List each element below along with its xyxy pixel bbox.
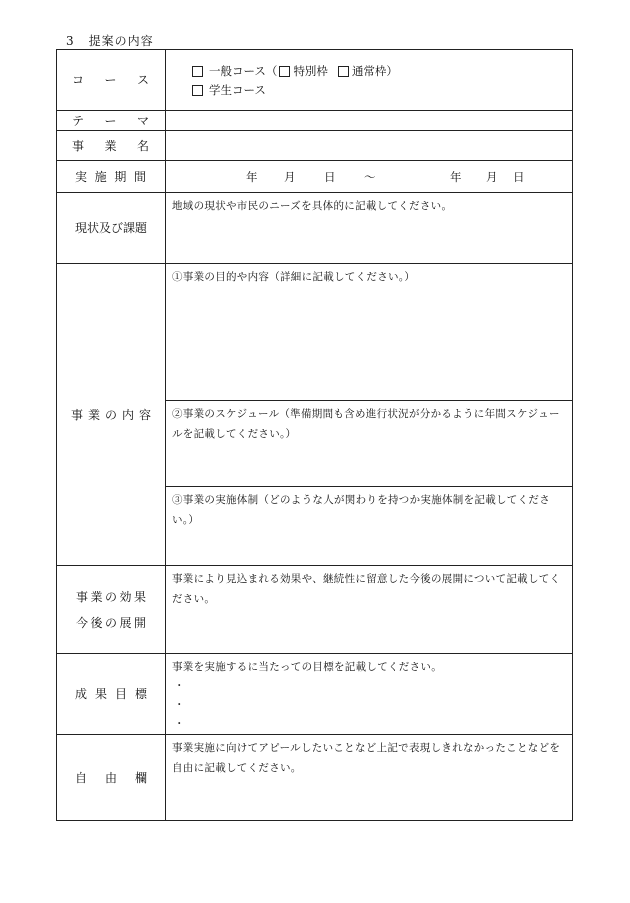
project-name-label-cell [57, 131, 166, 161]
project-name-label: 事 業 名 [72, 138, 149, 153]
effect-label-line2: 今 後 の 展 開 [76, 615, 146, 630]
goals-bullet-list [172, 677, 566, 734]
content-structure-hint: ③事業の実施体制（どのような人が関わりを持つか実施体制を記載してください。） [172, 494, 550, 526]
current-status-input-cell[interactable] [166, 193, 573, 264]
section-number: 3 [66, 34, 75, 48]
free-label-cell [57, 735, 166, 821]
content-purpose-row [57, 264, 573, 401]
section-title: 提案の内容 [88, 34, 154, 48]
goals-hint: 事業を実施するに当たっての目標を記載してください。 [172, 661, 442, 673]
theme-row [57, 111, 573, 131]
period-input-cell[interactable] [166, 161, 573, 193]
period-row [57, 161, 573, 193]
effect-label-line1: 事 業 の 効 果 [76, 589, 146, 604]
project-name-input-cell[interactable] [166, 131, 573, 161]
current-status-label: 現状及び課題 [74, 221, 147, 235]
general-course-option[interactable] [192, 62, 572, 81]
effect-hint: 事業により見込まれる効果や、継続性に留意した今後の展開について記載してください。 [172, 573, 561, 605]
current-status-label-cell [57, 193, 166, 264]
goals-input-cell[interactable] [166, 654, 573, 735]
period-label: 実 施 期 間 [75, 169, 146, 184]
period-label-cell [57, 161, 166, 193]
free-label: 自 由 欄 [75, 770, 147, 785]
content-label: 事 業 の 内 容 [71, 407, 151, 422]
effect-row [57, 566, 573, 654]
course-label-cell [57, 50, 166, 111]
effect-label-cell [57, 566, 166, 654]
start-year-unit: 年 [246, 169, 258, 184]
normal-frame-label: 通常枠） [351, 64, 398, 78]
course-options-cell [166, 50, 573, 111]
content-label-cell [57, 264, 166, 566]
goals-row [57, 654, 573, 735]
student-course-checkbox[interactable] [192, 85, 203, 96]
end-month-unit: 月 [486, 169, 498, 184]
student-course-option[interactable] [192, 81, 572, 100]
free-input-cell[interactable] [166, 735, 573, 821]
course-label: コ ー ス [72, 73, 149, 87]
theme-label-cell [57, 111, 166, 131]
end-day-unit: 日 [513, 169, 525, 184]
goal-bullet-3: ・ [174, 718, 185, 730]
goal-bullet-1: ・ [174, 680, 185, 692]
current-status-row [57, 193, 573, 264]
goals-label: 成 果 目 標 [75, 687, 147, 701]
current-status-hint: 地域の現状や市民のニーズを具体的に記載してください。 [172, 200, 453, 212]
special-frame-label: 特別枠 [293, 64, 328, 78]
start-day-unit: 日 [324, 169, 336, 184]
effect-input-cell[interactable] [166, 566, 573, 654]
theme-label: テ ー マ [72, 113, 149, 128]
free-row [57, 735, 573, 821]
normal-frame-checkbox[interactable] [338, 66, 349, 77]
content-schedule-hint: ②事業のスケジュール（準備期間も含め進行状況が分かるように年間スケジュールを記載してください。） [172, 408, 560, 440]
project-name-row [57, 131, 573, 161]
content-purpose-input-cell[interactable] [166, 264, 573, 401]
start-month-unit: 月 [284, 169, 296, 184]
general-course-checkbox[interactable] [192, 66, 203, 77]
end-year-unit: 年 [450, 169, 462, 184]
theme-input-cell[interactable] [166, 111, 573, 131]
period-tilde: ～ [364, 169, 376, 184]
free-hint: 事業実施に向けてアピールしたいことなど上記で表現しきれなかったことなどを自由に記載してください。 [172, 742, 561, 774]
course-row [57, 50, 573, 111]
content-purpose-hint: ①事業の目的や内容（詳細に記載してください。） [172, 271, 416, 283]
content-structure-input-cell[interactable] [166, 487, 573, 566]
student-course-label: 学生コース [209, 83, 266, 97]
section-heading [66, 32, 154, 49]
goal-bullet-2: ・ [174, 699, 185, 711]
proposal-form-table [56, 49, 573, 821]
general-course-label: 一般コース（ [209, 64, 278, 78]
content-schedule-input-cell[interactable] [166, 401, 573, 487]
goals-label-cell [57, 654, 166, 735]
special-frame-checkbox[interactable] [279, 66, 290, 77]
